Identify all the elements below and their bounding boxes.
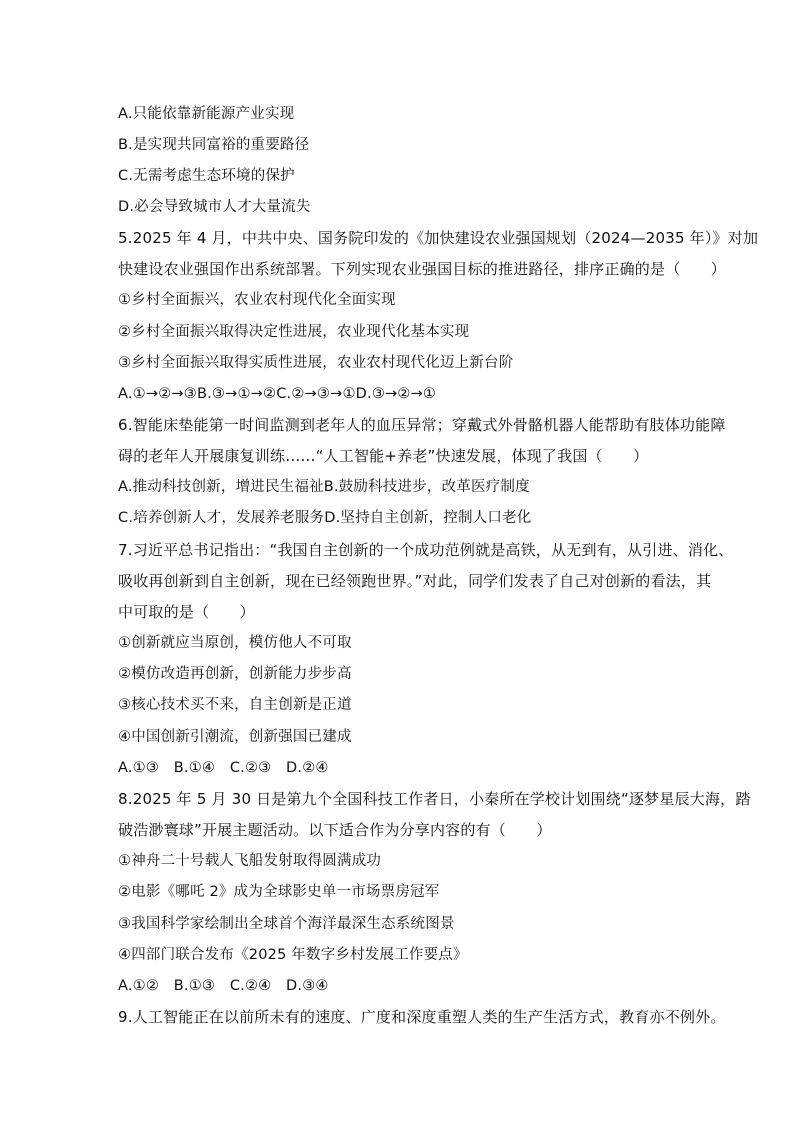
q4-option-c: C.无需考虑生态环境的保护 <box>118 168 295 184</box>
q6-options-cd: C.培养创新人才，发展养老服务D.坚持自主创新，控制人口老化 <box>118 510 532 526</box>
q5-item-1: ①乡村全面振兴，农业农村现代化全面实现 <box>118 292 396 308</box>
q9-stem-line1: 9.人工智能正在以前所未有的速度、广度和深度重塑人类的生产生活方式，教育亦不例外。 <box>118 1008 726 1026</box>
q5-options: A.①→②→③B.③→①→②C.②→③→①D.③→②→① <box>118 386 437 402</box>
q8-item-1: ①神舟二十号载人飞船发射取得圆满成功 <box>118 853 382 869</box>
q7-stem-line1: 7.习近平总书记指出：“我国自主创新的一个成功范例就是高铁，从无到有，从引进、消化、 <box>118 541 734 559</box>
q8-item-3: ③我国科学家绘制出全球首个海洋最深生态系统图景 <box>118 916 455 932</box>
q7-options: A.①③ B.①④ C.②③ D.②④ <box>118 760 329 776</box>
q7-item-4: ④中国创新引潮流，创新强国已建成 <box>118 729 352 745</box>
q7-item-3: ③核心技术买不来，自主创新是正道 <box>118 697 352 713</box>
q7-item-2: ②模仿改造再创新，创新能力步步高 <box>118 666 352 682</box>
q8-stem-line1: 8.2025 年 5 月 30 日是第九个全国科技工作者日，小秦所在学校计划围绕“逐梦星辰大海，踏 <box>118 790 751 808</box>
q8-stem-line2: 破浩渺寰球”开展主题活动。以下适合作为分享内容的有（ ） <box>118 821 552 839</box>
q6-stem-line1: 6.智能床垫能第一时间监测到老年人的血压异常；穿戴式外骨骼机器人能帮助有肢体功能障 <box>118 416 726 434</box>
q7-stem-line2: 吸收再创新到自主创新，现在已经领跑世界。”对此，同学们发表了自己对创新的看法，其 <box>118 572 712 590</box>
q5-item-2: ②乡村全面振兴取得决定性进展，农业现代化基本实现 <box>118 324 470 340</box>
q5-stem-line1: 5.2025 年 4 月，中共中央、国务院印发的《加快建设农业强国规划（2024—2035 年）》对加 <box>118 229 759 247</box>
q8-item-4: ④四部门联合发布《2025 年数字乡村发展工作要点》 <box>118 947 468 963</box>
q8-options: A.①② B.①③ C.②④ D.③④ <box>118 978 329 994</box>
q7-stem-line3: 中可取的是（ ） <box>118 603 255 621</box>
q6-options-ab: A.推动科技创新，增进民生福祉B.鼓励科技进步，改革医疗制度 <box>118 479 530 495</box>
q4-option-a: A.只能依靠新能源产业实现 <box>118 106 295 122</box>
q7-item-1: ①创新就应当原创，模仿他人不可取 <box>118 635 352 651</box>
q4-option-b: B.是实现共同富裕的重要路径 <box>118 137 310 153</box>
q6-stem-line2: 碍的老年人开展康复训练……“人工智能+养老”快速发展，体现了我国（ ） <box>118 447 649 465</box>
q8-item-2: ②电影《哪吒 2》成为全球影史单一市场票房冠军 <box>118 884 440 900</box>
q5-stem-line2: 快建设农业强国作出系统部署。下列实现农业强国目标的推进路径，排序正确的是（ ） <box>118 260 727 278</box>
q4-option-d: D.必会导致城市人才大量流失 <box>118 199 311 215</box>
q5-item-3: ③乡村全面振兴取得实质性进展，农业农村现代化迈上新台阶 <box>118 355 514 371</box>
